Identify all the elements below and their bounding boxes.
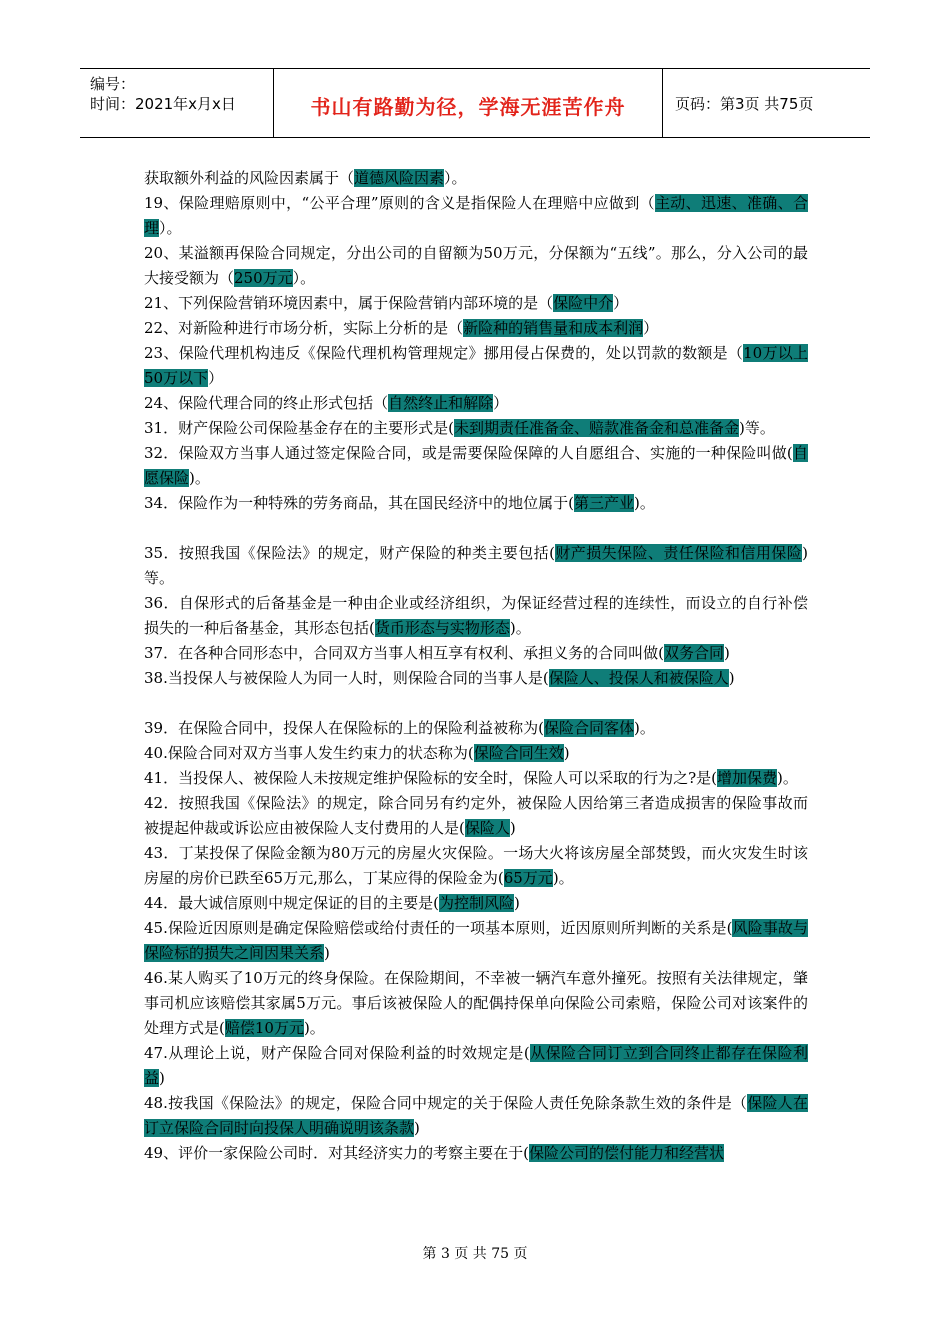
question-text: 36．自保形式的后备基金是一种由企业或经济组织，为保证经营过程的连续性，而设立的自行补偿损失的一种后备基金，其形态包括( [144,594,808,637]
blank-line [144,691,808,716]
question-text: 45.保险近因原则是确定保险赔偿或给付责任的一项基本原则，近因原则所判断的关系是( [144,919,733,937]
question-text: 37．在各种合同形态中，合同双方当事人相互享有权利、承担义务的合同叫做( [144,644,664,662]
answer-highlight: 自愿保险 [144,444,808,487]
question-item [144,916,808,966]
question-closing: ) [414,1119,420,1137]
question-item [144,1041,808,1091]
time-label: 时间：2021年x月x日 [90,95,236,113]
question-closing: ） [613,294,629,312]
question-closing: )。 [633,494,655,512]
answer-highlight: 保险人 [464,819,510,837]
question-text: 39．在保险合同中，投保人在保险标的上的保险利益被称为( [144,719,544,737]
question-item [144,791,808,841]
question-closing: )。 [552,869,574,887]
question-closing: ) [723,644,730,662]
question-closing: ） [208,369,224,387]
question-text: 21、下列保险营销环境因素中，属于保险营销内部环境的是（ [144,294,554,312]
question-text: 46.某人购买了10万元的终身保险。在保险期间，不幸被一辆汽车意外撞死。按照有关法律规定，肇事司机应该赔偿其家属5万元。事后该被保险人的配偶持保单向保险公司索赔，保险公司对该案件的处理方式是( [144,969,808,1037]
answer-highlight: 从保险合同订立到合同终止都存在保险利益 [144,1044,808,1087]
page-label: 页码：第3页 共75页 [675,95,814,113]
question-text: 48.按我国《保险法》的规定，保险合同中规定的关于保险人责任免除条款生效的条件是（ [144,1094,748,1112]
answer-highlight: 未到期责任准备金、赔款准备金和总准备金 [453,419,739,437]
question-closing: ) [509,819,516,837]
question-text: 44．最大诚信原则中规定保证的目的主要是( [144,894,439,912]
question-item [144,291,808,316]
question-closing: )。 [303,1019,325,1037]
answer-highlight: 新险种的销售量和成本利润 [463,319,644,337]
question-text: 20、某溢额再保险合同规定，分出公司的自留额为50万元，分保额为“五线”。那么，分入公司的最大接受额为（ [144,244,808,287]
question-item [144,966,808,1041]
question-item [144,766,808,791]
question-closing: )。 [633,719,655,737]
question-text: 41．当投保人、被保险人未按规定维护保险标的安全时，保险人可以采取的行为之?是( [144,769,717,787]
number-label: 编号： [90,75,136,93]
question-text: 19、保险理赔原则中，“公平合理”原则的含义是指保险人在理赔中应做到（ [144,194,655,212]
answer-highlight: 为控制风险 [438,894,514,912]
question-closing: )。 [777,769,798,787]
question-text: 23、保险代理机构违反《保险代理机构管理规定》挪用侵占保费的，处以罚款的数额是（ [144,344,744,362]
answer-highlight: 10万以上50万以下 [144,344,809,387]
question-item [144,891,808,916]
question-text: 35．按照我国《保险法》的规定，财产保险的种类主要包括( [144,544,555,562]
question-item [144,541,808,591]
question-closing: )等。 [738,419,775,437]
question-item [144,641,808,666]
question-item [144,191,808,241]
question-text: 31．财产保险公司保险基金存在的主要形式是( [144,419,454,437]
question-item [144,841,808,891]
answer-highlight: 250万元 [234,269,293,287]
header-meta-cell [80,69,274,137]
question-closing: ) [513,894,520,912]
question-closing: ） [643,319,659,337]
answer-highlight: 第三产业 [573,494,634,512]
question-closing: ）。 [159,219,182,237]
question-item [144,316,808,341]
question-closing: ) [159,1069,165,1087]
question-closing: ) [563,744,570,762]
question-closing: ) [728,669,735,687]
answer-highlight: 保险人、投保人和被保险人 [548,669,729,687]
question-item [144,241,808,291]
question-item [144,491,808,516]
question-item [144,441,808,491]
question-item [144,591,808,641]
answer-highlight: 保险公司的偿付能力和经营状 [528,1144,724,1162]
answer-highlight: 风险事故与保险标的损失之间因果关系 [144,919,808,962]
answer-highlight: 保险合同生效 [473,744,564,762]
answer-highlight: 保险合同客体 [543,719,634,737]
header-motto-cell [274,69,663,137]
question-text: 42．按照我国《保险法》的规定，除合同另有约定外，被保险人因给第三者造成损害的保险事故而被提起仲裁或诉讼应由被保险人支付费用的人是( [144,794,808,837]
question-item [144,666,808,691]
question-closing: )。 [509,619,531,637]
answer-highlight: 道德风险因素 [354,169,445,187]
question-text: 24、保险代理合同的终止形式包括（ [144,394,389,412]
question-list [144,166,808,1166]
question-item [144,416,808,441]
header-page-cell [663,69,870,137]
blank-line [144,516,808,541]
question-item [144,1141,808,1166]
question-text: 47.从理论上说，财产保险合同对保险利益的时效规定是( [144,1044,530,1062]
header-table [80,68,870,138]
question-item [144,741,808,766]
answer-highlight: 保险人在订立保险合同时向投保人明确说明该条款 [144,1094,808,1137]
question-closing: )等。 [144,544,808,587]
answer-highlight: 主动、迅速、准确、合理 [144,194,808,237]
answer-highlight: 财产损失保险、责任保险和信用保险 [554,544,803,562]
question-closing: ）。 [444,169,467,187]
motto-text: 书山有路勤为径，学海无涯苦作舟 [310,95,626,119]
question-item [144,391,808,416]
question-text: 32．保险双方当事人通过签定保险合同，或是需要保险保障的人自愿组合、实施的一种保险叫做( [144,444,793,462]
question-item [144,1091,808,1141]
question-closing: ） [493,394,509,412]
answer-highlight: 增加保费 [717,769,778,787]
question-text: 22、对新险种进行市场分析，实际上分析的是（ [144,319,464,337]
question-text: 49、评价一家保险公司时．对其经济实力的考察主要在于( [144,1144,529,1162]
answer-highlight: 货币形态与实物形态 [374,619,510,637]
question-item [144,166,808,191]
answer-highlight: 双务合同 [663,644,724,662]
page-footer: 第 3 页 共 75 页 [422,1246,528,1262]
question-item [144,716,808,741]
question-closing: ) [324,944,330,962]
question-text: 40.保险合同对双方当事人发生约束力的状态称为( [144,744,474,762]
question-closing: ）。 [292,269,316,287]
question-text: 获取额外利益的风险因素属于（ [144,169,355,187]
question-text: 34．保险作为一种特殊的劳务商品，其在国民经济中的地位属于( [144,494,574,512]
answer-highlight: 自然终止和解除 [388,394,494,412]
question-text: 38.当投保人与被保险人为同一人时，则保险合同的当事人是( [144,669,549,687]
answer-highlight: 赔偿10万元 [224,1019,304,1037]
question-text: 43．丁某投保了保险金额为80万元的房屋火灾保险。一场大火将该房屋全部焚毁，而火灾发生时该房屋的房价已跌至65万元,那么，丁某应得的保险金为( [144,844,808,887]
question-closing: )。 [189,469,210,487]
answer-highlight: 65万元 [503,869,553,887]
question-item [144,341,808,391]
answer-highlight: 保险中介 [553,294,614,312]
